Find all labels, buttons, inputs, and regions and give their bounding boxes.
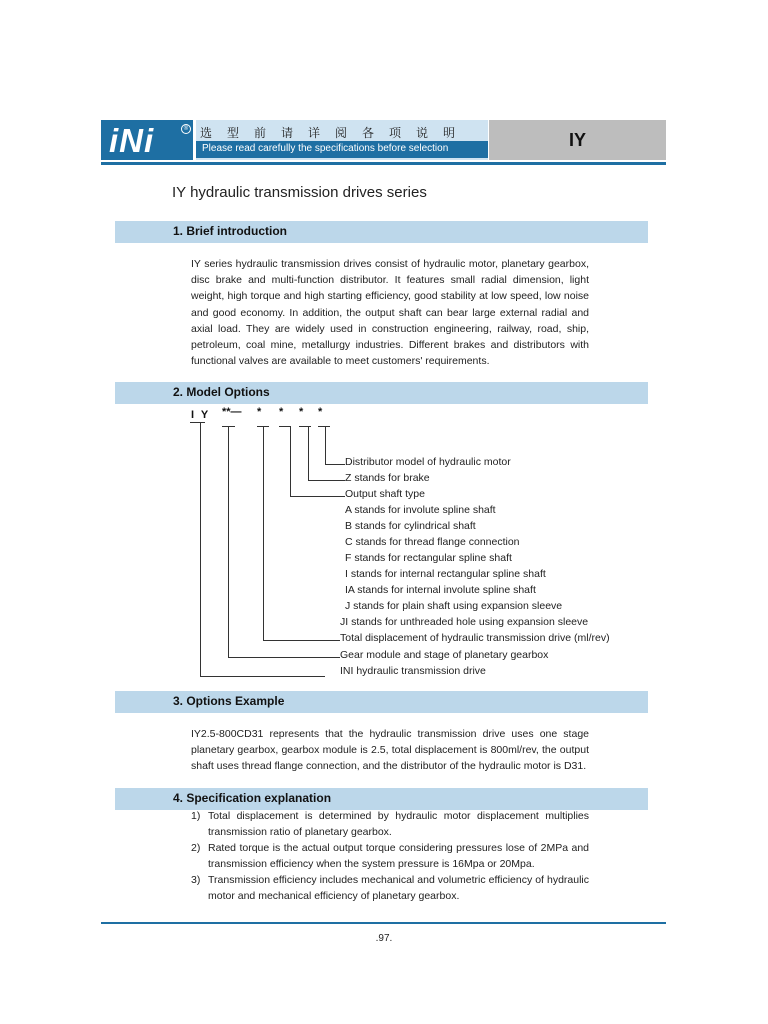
section-title: 4. Specification explanation — [173, 791, 332, 805]
option-label: B stands for cylindrical shaft — [345, 520, 476, 532]
option-label: Total displacement of hydraulic transmission drive (ml/rev) — [340, 632, 610, 644]
registered-mark-icon: ® — [181, 124, 191, 134]
option-label: INI hydraulic transmission drive — [340, 665, 486, 677]
spec-list-item — [191, 872, 589, 904]
option-label: Distributor model of hydraulic motor — [345, 456, 511, 468]
spec-list-item — [191, 840, 589, 872]
header-divider — [101, 162, 666, 165]
model-code-part: * — [279, 406, 284, 418]
leader-line — [263, 640, 340, 641]
model-code-part: * — [299, 406, 304, 418]
spec-item-number: 3) — [191, 874, 201, 886]
model-code-part: * — [257, 406, 262, 418]
section-bar-options-example — [115, 691, 648, 713]
code-underline — [299, 426, 311, 427]
leader-line — [263, 427, 264, 640]
leader-line — [290, 427, 291, 496]
leader-line — [228, 427, 229, 657]
code-underline — [190, 422, 205, 423]
section-bar-intro — [115, 221, 648, 243]
leader-line — [308, 480, 345, 481]
option-label: IA stands for internal involute spline shaft — [345, 584, 536, 596]
code-underline — [318, 426, 330, 427]
spec-item-number: 2) — [191, 842, 201, 854]
logo-text: iNi — [109, 122, 155, 159]
option-label: A stands for involute spline shaft — [345, 504, 496, 516]
option-label: JI stands for unthreaded hole using expansion sleeve — [340, 616, 589, 628]
section-bar-model-options — [115, 382, 648, 404]
section-bar-spec-explanation — [115, 788, 648, 810]
series-code-block — [489, 120, 666, 160]
model-code-part: * — [318, 406, 323, 418]
model-code-part: **— — [222, 406, 242, 418]
leader-line — [325, 464, 345, 465]
series-code: IY — [568, 130, 586, 150]
section-title: 2. Model Options — [173, 385, 270, 399]
english-subtitle: Please read carefully the specifications before selection — [202, 143, 449, 154]
spec-item-text: Rated torque is the actual output torque considering pressures lose of 2MPa and transmission efficiency when the system pressure is 16Mpa or 20Mpa. — [208, 842, 589, 871]
leader-line — [290, 496, 345, 497]
ini-logo — [101, 120, 193, 160]
page-header — [101, 120, 666, 160]
options-example-paragraph: IY2.5-800CD31 represents that the hydraulic transmission drive uses one stage planetary gearbox, gearbox module is 2.5, total displacement is 800ml/rev, the output shaft uses thread flange connection, and the distributor of the hydraulic motor is D31. — [191, 728, 589, 773]
option-label: I stands for internal rectangular spline shaft — [345, 568, 546, 580]
spec-item-text: Total displacement is determined by hydraulic motor displacement multiplies transmission ratio of planetary gearbox. — [208, 810, 589, 839]
page-number: .97. — [375, 933, 393, 944]
section-title: 1. Brief introduction — [173, 224, 287, 238]
leader-line — [308, 427, 309, 480]
option-label: Output shaft type — [345, 488, 425, 500]
model-prefix: I Y — [191, 409, 211, 421]
subtitle-bar — [196, 141, 488, 158]
leader-line — [325, 427, 326, 464]
header-title-block — [196, 120, 488, 160]
spec-item-text: Transmission efficiency includes mechanical and volumetric efficiency of hydraulic motor and mechanical efficiency of planetary gearbox. — [208, 874, 589, 903]
chinese-title: 选型前请详阅各项说明 — [200, 126, 471, 140]
section-title: 3. Options Example — [173, 694, 285, 708]
option-label: C stands for thread flange connection — [345, 536, 520, 548]
leader-line — [228, 657, 340, 658]
intro-paragraph: IY series hydraulic transmission drives consist of hydraulic motor, planetary gearbox, disc brake and multi-function distributor. It features small radial dimension, light weight, high torque and high starting efficiency, good stability at low speed, low noise and good economy. In addition, the output shaft can bear large external radial and axial load. They are widely used in construction engineering, railway, road, ship, petroleum, coal mine, metallurgy industries. Different brakes and distributors with functional valves are available to meet customers' requirements. — [191, 258, 589, 368]
spec-list-item — [191, 808, 589, 840]
spec-item-number: 1) — [191, 810, 201, 822]
footer-divider — [101, 922, 666, 924]
leader-line — [200, 676, 325, 677]
page-title: IY hydraulic transmission drives series — [172, 184, 427, 201]
option-label: Z stands for brake — [345, 472, 430, 484]
option-label: F stands for rectangular spline shaft — [345, 552, 512, 564]
leader-line — [200, 423, 201, 676]
option-label: J stands for plain shaft using expansion sleeve — [345, 600, 563, 612]
option-label: Gear module and stage of planetary gearbox — [340, 649, 549, 661]
